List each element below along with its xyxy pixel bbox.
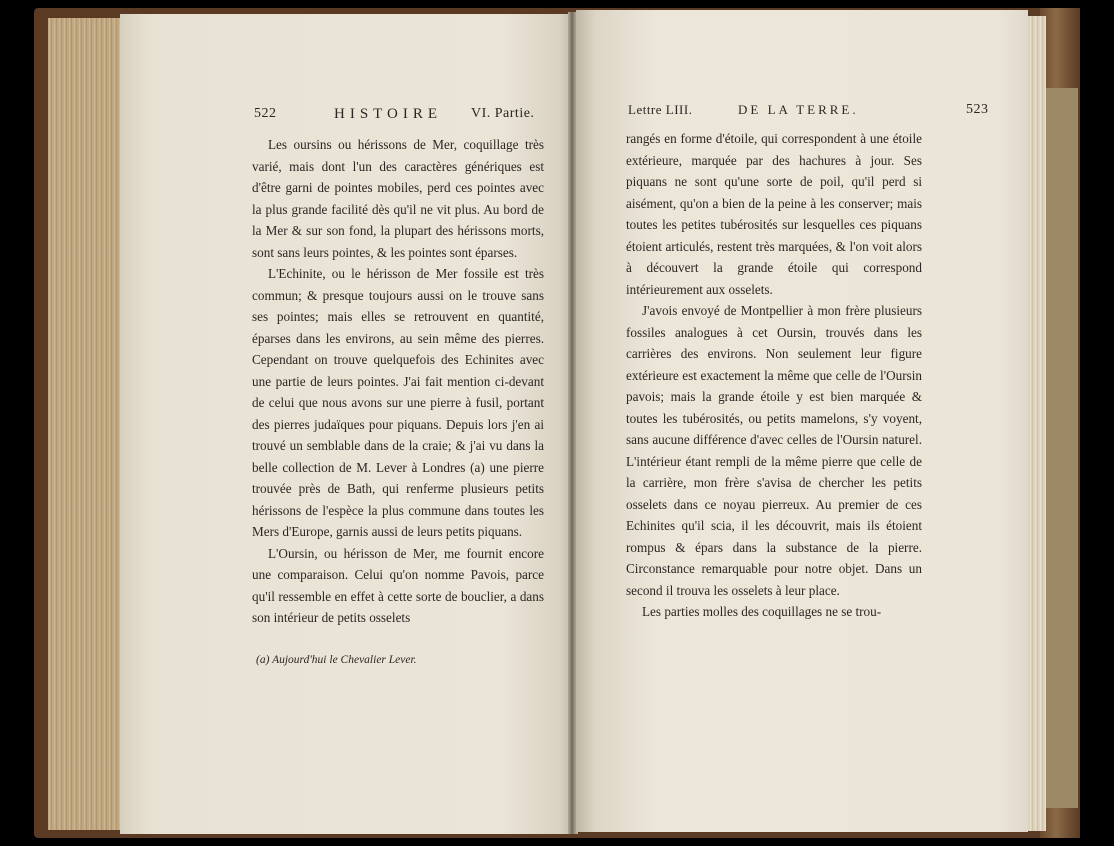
left-page — [120, 14, 572, 834]
right-page-body — [626, 128, 922, 623]
paragraph: rangés en forme d'étoile, qui correspondent à une étoile extérieure, marquée par des hachures à jour. Ses piquans ne sont qu'une sorte de poil, qu'il perd si aisément, qu'on a bien de la peine à les conserver; mais toutes les petites tubérosités sur lesquelles ces piquans étoient articulés, restent très marquées, & l'on voit alors à découvert la grande étoile qui correspond intérieurement aux osselets. — [626, 131, 922, 297]
right-page — [576, 10, 1028, 832]
right-page-header — [576, 102, 1028, 124]
page-number: 522 — [254, 106, 277, 121]
left-page-header — [120, 106, 572, 128]
paragraph: L'Oursin, ou hérisson de Mer, me fournit encore une comparaison. Celui qu'on nomme Pavois, parce qu'il ressemble en effet à cette sorte de bouclier, a dans son intérieur de petits osselets — [252, 545, 544, 625]
paragraph: L'Echinite, ou le hérisson de Mer fossile est très commun; & presque toujours aussi on le trouve sans ses pointes; mais elles se retrouvent en quantité, éparses dans les environs, au sein même des pierres. Cependant on trouve quelquefois des Echinites avec une partie de leurs pointes. J'ai fait mention ci-devant de celui que nous avons sur une pierre à fusil, portant des pierres judaïques pour piquans. Depuis lors j'en ai trouvé un semblable dans de la craie; & j'ai vu dans la belle collection de M. Lever à Londres (a) une pierre trouvée près de Bath, qui renferme plusieurs petits hérissons de l'espèce la plus commune dans toutes les Mers d'Europe, garnis aussi de leurs petits piquans. — [252, 266, 544, 539]
running-title: HISTOIRE — [334, 106, 443, 122]
paragraph: J'avois envoyé de Montpellier à mon frère plusieurs fossiles analogues à cet Oursin, trouvés dans les carrières des environs. Non seulement leur figure extérieure est exactement la même que celle de l'Oursin pavois; mais la grande étoile y est bien marquée & toutes les tubérosités, ou petits mamelons, s'y voyent, sans aucune différence d'avec celles de l'Oursin naturel. L'intérieur étant rempli de la même pierre que celle de la carrière, mon frère s'avisa de chercher les petits osselets dans ce noyau pierreux. Au premier de ces Echinites qu'il scia, il les découvrit, mais ils étoient rompus & épars dans la substance de la pierre. Circonstance remarquable pour notre objet. Dans un second il trouva les osselets à leur place. — [626, 303, 922, 598]
paragraph: Les parties molles des coquillages ne se trou- — [642, 604, 882, 619]
left-page-edges — [48, 18, 122, 830]
page-number: 523 — [966, 102, 989, 117]
footnote: (a) Aujourd'hui le Chevalier Lever. — [256, 654, 417, 666]
letter-label: Lettre LIII. — [628, 102, 693, 117]
part-label: VI. Partie. — [471, 106, 535, 121]
left-page-body — [252, 134, 544, 629]
book — [34, 8, 1080, 838]
running-title: DE LA TERRE. — [738, 102, 859, 117]
paragraph: Les oursins ou hérissons de Mer, coquillage très varié, mais dont l'un des caractères génériques est d'être garni de pointes mobiles, perd ces pointes avec la plus grande facilité dès qu'il ne vit plus. Au bord de la Mer & sur son fond, la plupart des hérissons morts, sont sans leurs pointes, & les pointes sont éparses. — [252, 137, 544, 260]
